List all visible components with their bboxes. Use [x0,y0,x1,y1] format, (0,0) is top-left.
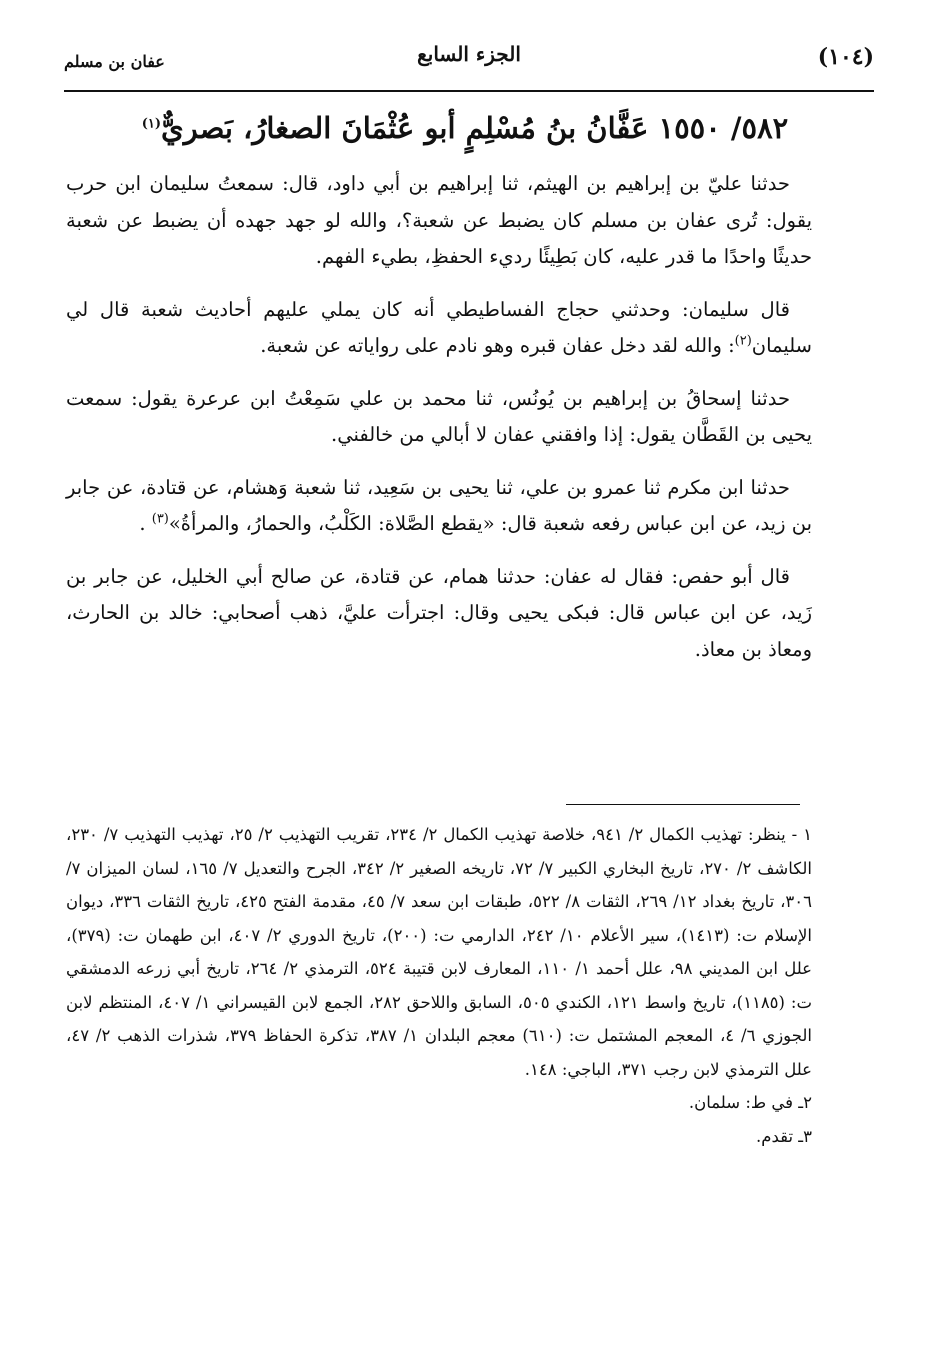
entry-title-text: ٥٨٢/ ١٥٥٠ عَفَّانُ بنُ مُسْلِمٍ أبو عُثْمَانَ الصغارُ، بَصريٌّ [161,111,789,145]
footnote-rule [566,804,800,805]
paragraph-3: حدثنا إسحاقُ بن إبراهيم بن يُونُس، ثنا محمد بن علي سَمِعْتُ ابن عرعرة يقول: سمعت يحيى بن القَطَّان يقول: إذا وافقني عفان لا أبالي من خالفني. [66,386,812,446]
footnote-2: ٢ـ في ط: سلمان. [688,1093,812,1112]
entry-title [120,106,810,150]
paragraph-4-rest: . [139,512,152,535]
paragraph-4-text: حدثنا ابن مكرم ثنا عمرو بن علي، ثنا يحيى بن سَعِيد، ثنا شعبة وَهشام، عن قتادة، عن جابر بن زيد، عن ابن عباس رفعه شعبة قال: «يقطع الصَّلاة: الكَلْبُ، والحمارُ، والمرأةُ» [66,475,812,535]
paragraph-2-rest: : والله لقد دخل عفان قبره وهو نادم على رواياته عن شعبة. [260,334,735,357]
footnote-3: ٣ـ تقدم. [755,1126,812,1146]
page-header [64,38,874,82]
footnotes [66,818,812,1153]
paragraph-2 [66,292,812,365]
paragraph-4-footnote-ref: (٣) [151,511,169,527]
paragraph-1: حدثنا عليّ بن إبراهيم بن الهيثم، ثنا إبراهيم بن أبي داود، قال: سمعتُ سليمان ابن حرب يقول: تُرى عفان بن مسلم كان يضبط عن شعبة؟، والله لو جهد جهده أن يضبط عن شعبة حديثًا واحدًا ما قدر عليه، كان بَطِيئًا رديء الحفظِ، بطيء الفهم. [66,172,812,268]
volume-title: الجزء السابع [417,42,521,66]
page-number: (١٠٤) [817,44,874,70]
paragraph-2-text: قال سليمان: وحدثني حجاج الفساطيطي أنه كان يملي عليهم أحاديث شعبة قال لي سليمان [66,297,812,357]
paragraph-5: قال أبو حفص: فقال له عفان: حدثنا همام، عن قتادة، عن صالح أبي الخليل، عن جابر بن زَيد، عن ابن عباس قال: فبكى يحيى وقال: اجترأت عليَّ، ذهب أصحابي: خالد بن الحارث، ومعاذ بن معاذ. [66,564,812,661]
entry-title-footnote-ref: (١) [141,116,162,132]
running-title: عفان بن مسلم [64,52,165,71]
header-rule [64,90,874,92]
paragraph-4 [66,470,812,543]
paragraph-2-footnote-ref: (٢) [734,333,752,349]
main-text [66,166,812,684]
footnote-1: ١ - ينظر: تهذيب الكمال ٢/ ٩٤١، خلاصة تهذيب الكمال ٢/ ٢٣٤، تقريب التهذيب ٢/ ٢٥، تهذيب التهذيب ٧/ ٢٣٠، الكاشف ٢/ ٢٧٠، تاريخ البخاري الكبير ٧/ ٧٢، تاريخه الصغير ٢/ ٣٤٢، الجرح والتعديل ٧/ ١٦٥، لسان الميزان ٧/ ٣٠٦، تاريخ بغداد ١٢/ ٢٦٩، الثقات ٨/ ٥٢٢، طبقات ابن سعد ٧/ ٤٥، مقدمة الفتح ٤٢٥، تاريخ الثقات ٣٣٦، ديوان الإسلام ت: (١٤١٣)، سير الأعلام ١٠/ ٢٤٢، الدارمي ت: (٢٠٠)، تاريخ الدوري ٢/ ٤٠٧، ابن طهمان ت: (٣٧٩)، علل ابن المديني ٩٨، علل أحمد ١/ ١١٠، المعارف لابن قتيبة ٥٢٤، الترمذي ٢/ ٢٦٤، تاريخ أبي زرعه الدمشقي ت: (١١٨٥)، تاريخ واسط ١٢١، الكندي ٥٠٥، السابق واللاحق ٢٨٢، الجمع لابن القيسراني ١/ ٤٠٧، المنتظم لابن الجوزي ٦/ ٤، المعجم المشتمل ت: (٦١٠) معجم البلدان ١/ ٣٨٧، تذكرة الحفاظ ٣٧٩، شذرات الذهب ٢/ ٤٧، علل الترمذي لابن رجب ٣٧١، الباجي: ١٤٨. [66,825,813,1079]
